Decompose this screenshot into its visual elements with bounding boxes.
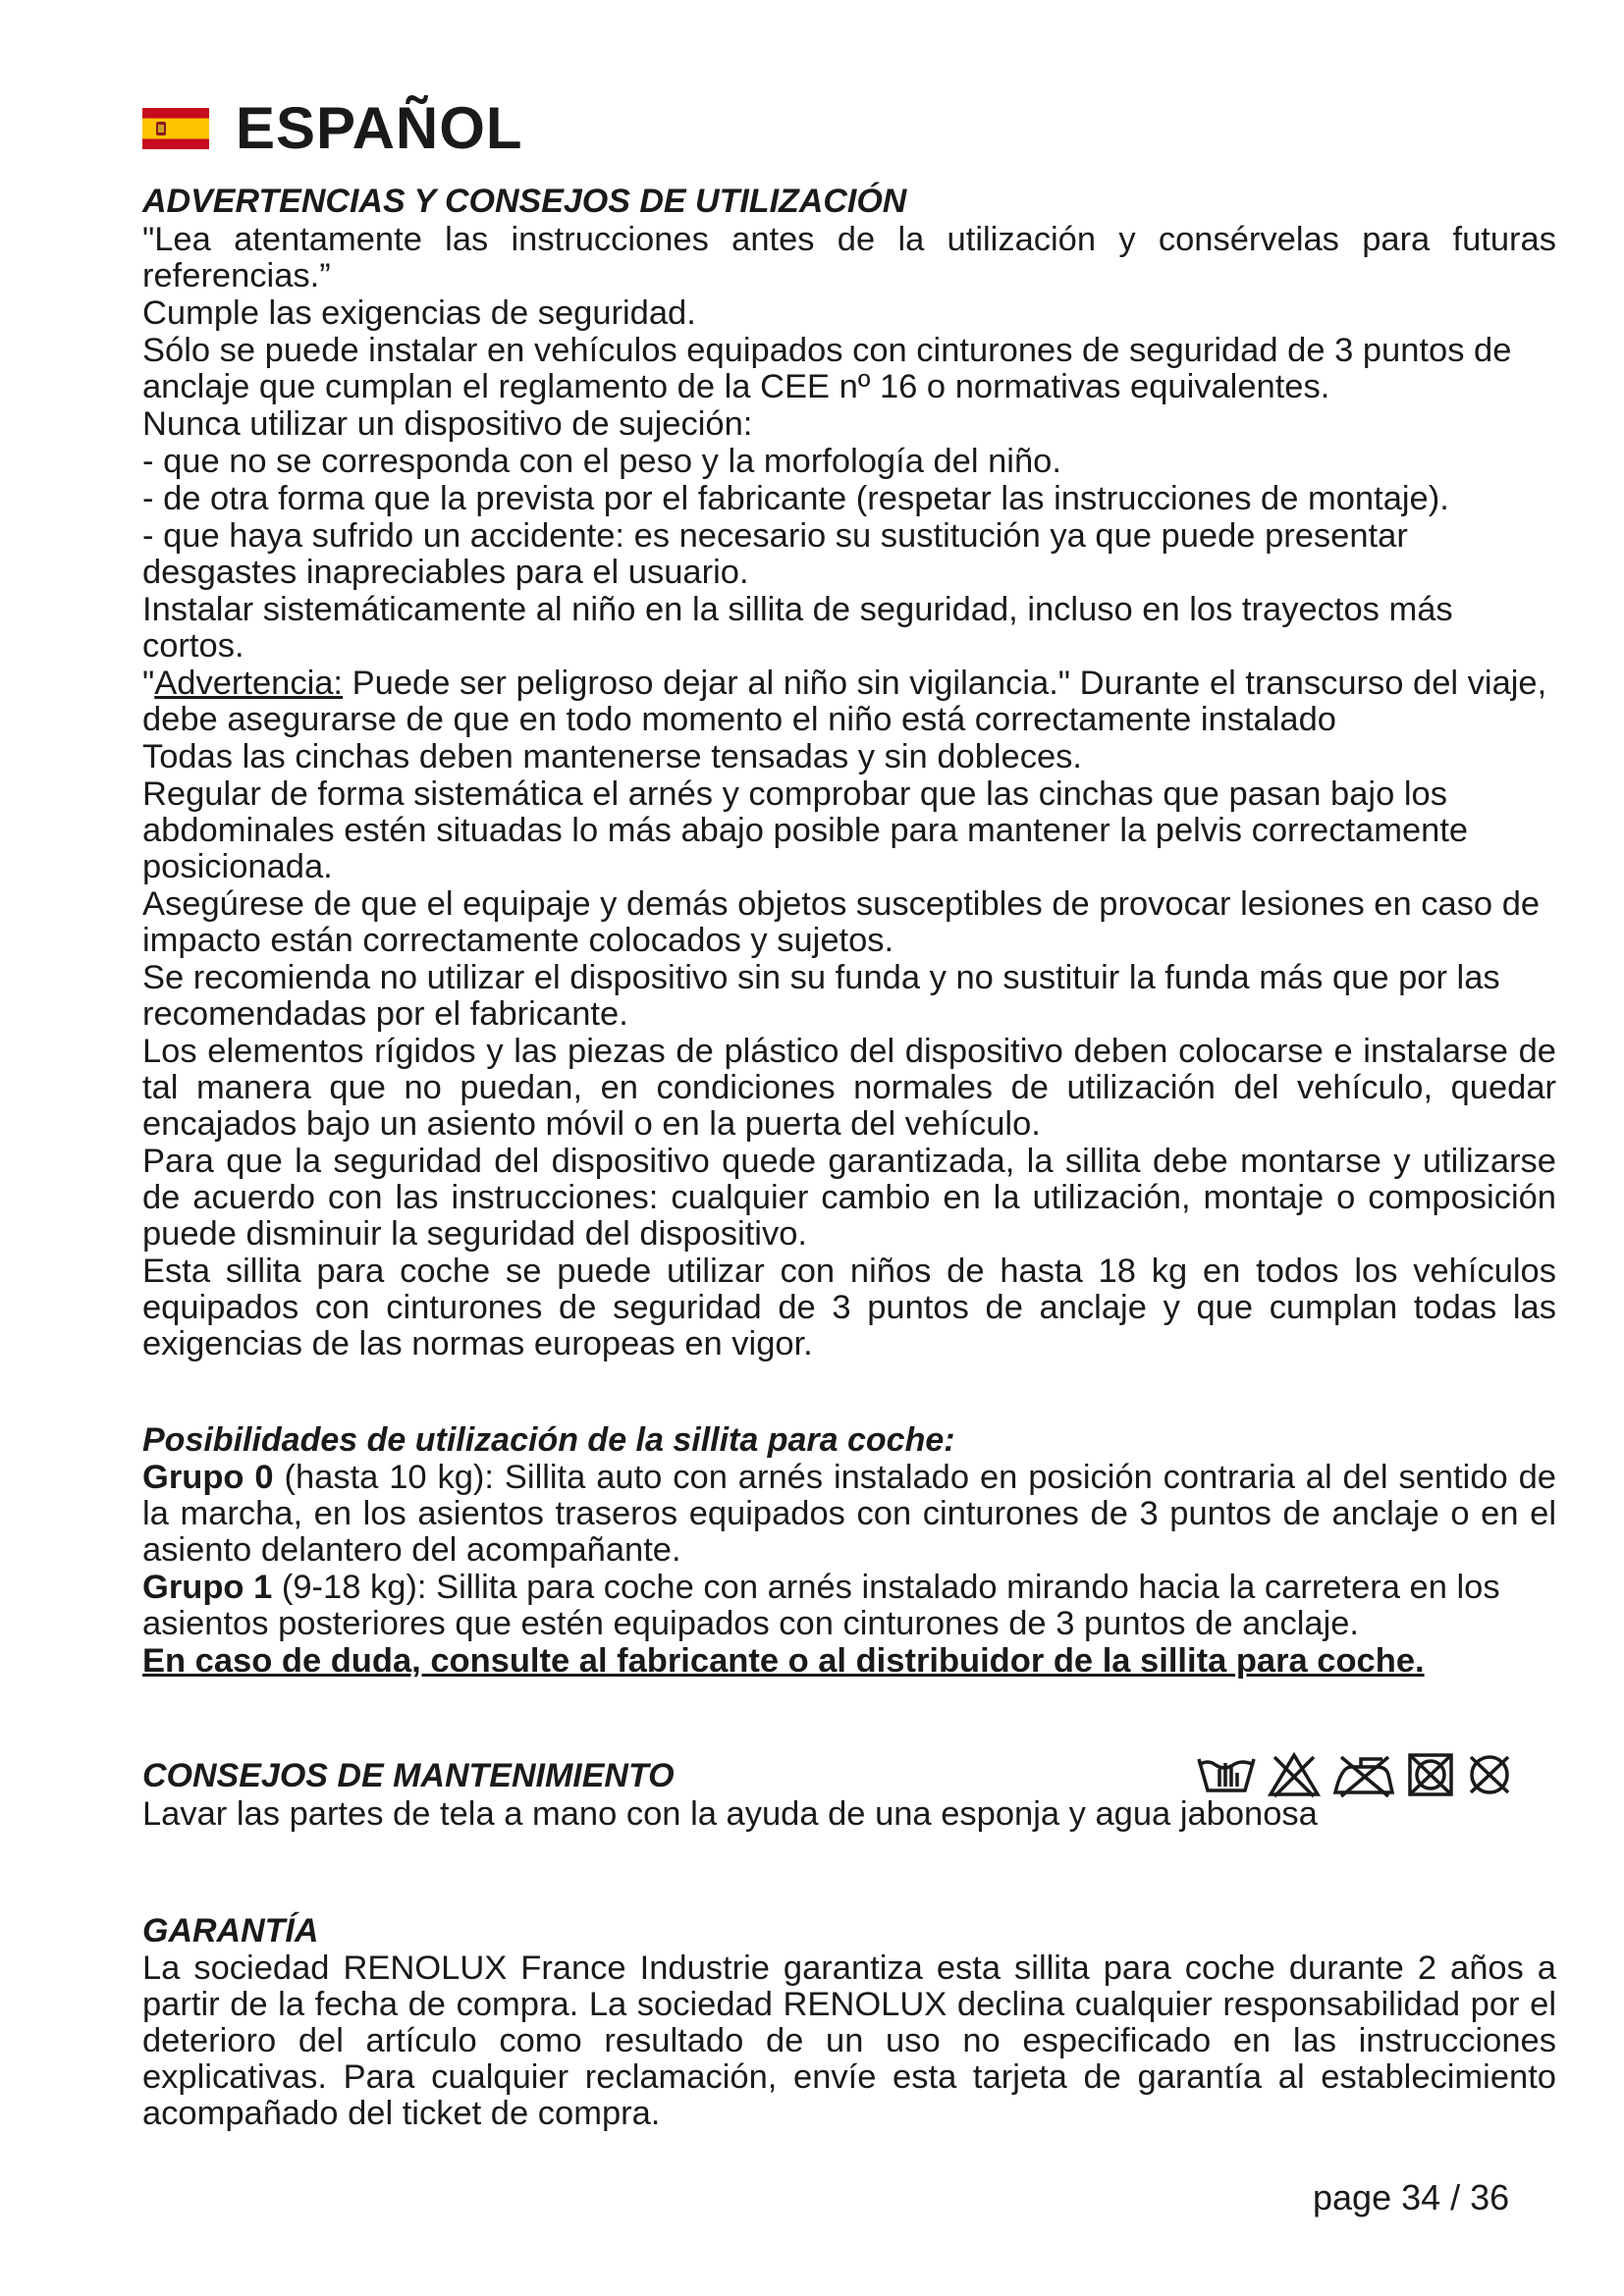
warnings-paragraph: Para que la seguridad del dispositivo quede garantizada, la sillita debe montarse y utilizarse de acuerdo con las instrucciones: cualquier cambio en la utilización, montaje o composición puede disminuir la seguridad del dispositivo.: [142, 1143, 1556, 1253]
care-symbols: [1196, 1749, 1530, 1800]
warnings-heading: ADVERTENCIAS Y CONSEJOS DE UTILIZACIÓN: [142, 183, 907, 220]
maintenance-heading: CONSEJOS DE MANTENIMIENTO: [142, 1757, 675, 1794]
warnings-paragraph: Sólo se puede instalar en vehículos equipados con cinturones de seguridad de 3 puntos de anclaje que cumplan el reglamento de la CEE nº 16 o normativas equivalentes.: [142, 332, 1512, 405]
warnings-paragraph: Nunca utilizar un dispositivo de sujeción:: [142, 405, 753, 443]
warnings-list-item: - que haya sufrido un accidente: es necesario su sustitución ya que puede presentar desgastes inapreciables para el usuario.: [142, 517, 1408, 591]
warnings-body: [142, 222, 1556, 1363]
warranty-heading: GARANTÍA: [142, 1912, 319, 1949]
warning-notice: [142, 666, 1556, 738]
warnings-paragraph: Regular de forma sistemática el arnés y comprobar que las cinchas que pasan bajo los abdominales estén situadas lo más abajo posible para mantener la pelvis correctamente posicionada.: [142, 775, 1469, 885]
page-title: ESPAÑOL: [236, 95, 523, 161]
no-iron-icon: [1331, 1751, 1396, 1798]
warnings-paragraph: Instalar sistemáticamente al niño en la sillita de seguridad, incluso en los trayectos más cortos.: [142, 591, 1453, 665]
maintenance-text: Lavar las partes de tela a mano con la ayuda de una esponja y agua jabonosa: [142, 1795, 1318, 1833]
warnings-paragraph: Asegúrese de que el equipaje y demás objetos susceptibles de provocar lesiones en caso de impacto están correctamente colocados y sujetos.: [142, 885, 1541, 959]
warning-quote: ": [142, 665, 155, 702]
warnings-paragraph: Esta sillita para coche se puede utilizar con niños de hasta 18 kg en todos los vehículos equipados con cinturones de seguridad de 3 puntos de anclaje y que cumplan todas las exigencias de las normas europeas en vigor.: [142, 1253, 1556, 1362]
warnings-paragraph: Los elementos rígidos y las piezas de plástico del dispositivo deben colocarse e instalarse de tal manera que no puedan, en condiciones normales de utilización del vehículo, quedar encajados bajo un asiento móvil o en la puerta del vehículo.: [142, 1033, 1556, 1143]
group-1-text: (9-18 kg): Sillita para coche con arnés instalado mirando hacia la carretera en los asientos posteriores que estén equipados con cinturones de 3 puntos de anclaje.: [142, 1569, 1500, 1642]
warning-text: Puede ser peligroso dejar al niño sin vigilancia." Durante el transcurso del viaje, debe asegurarse de que en todo momento el niño está correctamente instalado: [142, 665, 1547, 738]
usage-heading: Posibilidades de utilización de la sillita para coche:: [142, 1421, 955, 1459]
group-1-label: Grupo 1: [142, 1569, 273, 1606]
group-0-text: (hasta 10 kg): Sillita auto con arnés instalado en posición contraria al del sentido de la marcha, en los asientos traseros equipados con cinturones de 3 puntos de anclaje o en el asiento delantero del acompañante.: [142, 1459, 1556, 1569]
no-tumble-dry-icon: [1406, 1751, 1455, 1798]
usage-group: [142, 1570, 1556, 1642]
no-dry-clean-icon: [1465, 1751, 1514, 1798]
maintenance-body: [142, 1796, 1556, 1834]
hand-wash-icon: [1196, 1751, 1257, 1798]
usage-body: [142, 1460, 1556, 1681]
warnings-list-item: - que no se corresponda con el peso y la morfología del niño.: [142, 443, 1061, 480]
warnings-paragraph: Todas las cinchas deben mantenerse tensadas y sin dobleces.: [142, 738, 1083, 775]
warnings-paragraph: Se recomienda no utilizar el dispositivo sin su funda y no sustituir la funda más que por las recomendadas por el fabricante.: [142, 959, 1500, 1033]
warnings-list-item: - de otra forma que la prevista por el fabricante (respetar las instrucciones de montaje).: [142, 480, 1449, 517]
no-bleach-icon: [1267, 1751, 1322, 1798]
usage-closing-note: En caso de duda, consulte al fabricante o al distribuidor de la sillita para coche.: [142, 1642, 1425, 1680]
group-0-label: Grupo 0: [142, 1459, 274, 1496]
warnings-paragraph: Cumple las exigencias de seguridad.: [142, 294, 696, 332]
usage-group: [142, 1460, 1556, 1569]
warnings-paragraph: "Lea atentamente las instrucciones antes de la utilización y consérvelas para futuras referencias.”: [142, 221, 1556, 294]
page-number: page 34 / 36: [1313, 2177, 1510, 2217]
warranty-text: La sociedad RENOLUX France Industrie garantiza esta sillita para coche durante 2 años a partir de la fecha de compra. La sociedad RENOLUX declina cualquier responsabilidad por el deterioro del artículo como resultado de un uso no especificado en las instrucciones explicativas. Para cualquier reclamación, envíe esta tarjeta de garantía al establecimiento acompañado del ticket de compra.: [142, 1949, 1556, 2132]
spain-flag-icon: [142, 108, 209, 149]
warning-label: Advertencia:: [154, 665, 344, 702]
warranty-body: [142, 1950, 1556, 2133]
